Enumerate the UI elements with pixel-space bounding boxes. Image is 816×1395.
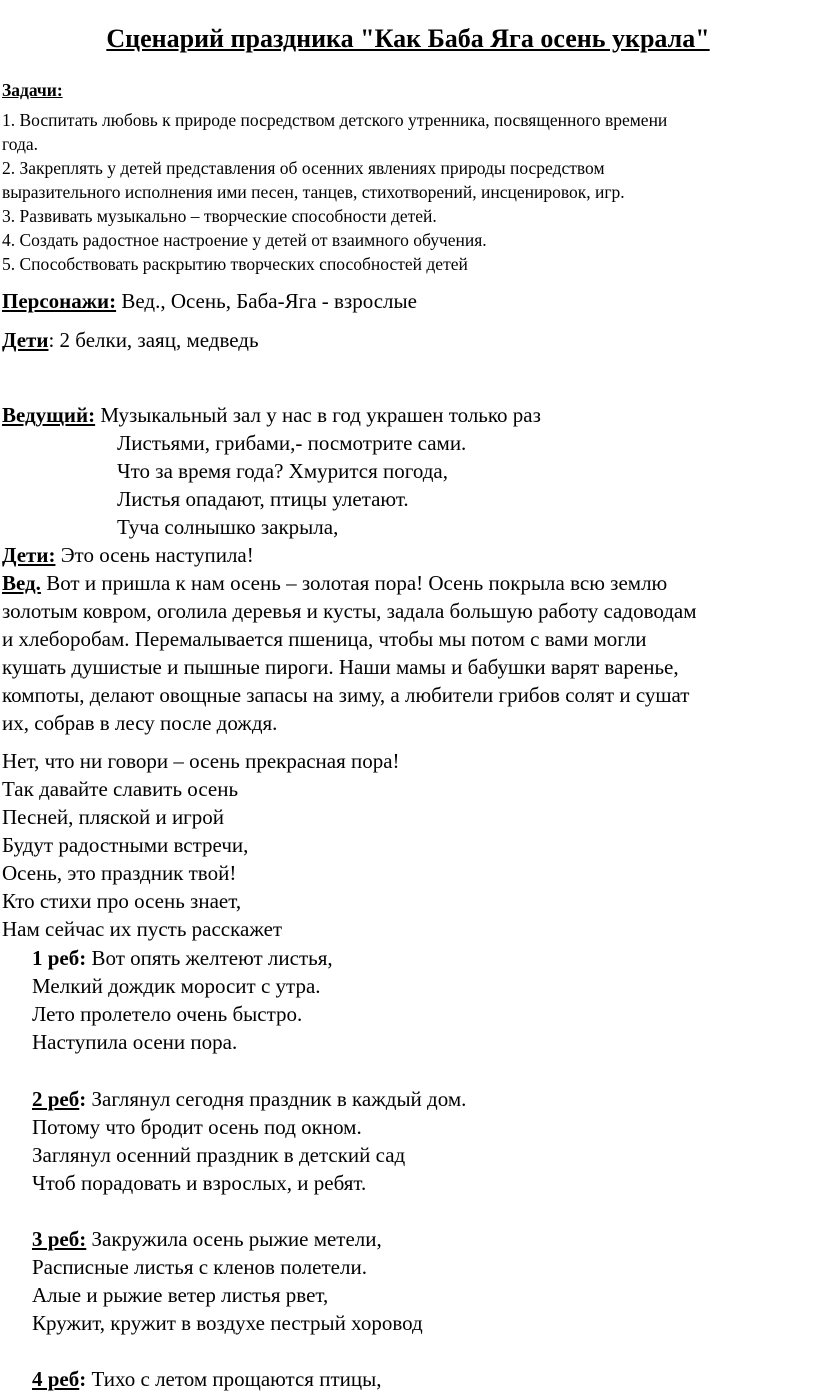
kids-reply-label: Дети: xyxy=(2,543,56,567)
ved-text: Вот и пришла к нам осень – золотая пора! Осень покрыла всю землю xyxy=(40,571,668,595)
reb3-line: Кружит, кружит в воздухе пестрый хоровод xyxy=(32,1311,423,1335)
reb2-colon: : xyxy=(79,1087,87,1111)
reb3-line: Расписные листья с кленов полетели. xyxy=(32,1255,367,1279)
poem-line: Будут радостными встречи, xyxy=(2,833,249,857)
task-line: 4. Создать радостное настроение у детей от взаимного обучения. xyxy=(2,230,487,250)
ved-line: золотым ковром, оголила деревья и кусты, задала большую работу садоводам xyxy=(2,599,697,623)
poem-line: Осень, это праздник твой! xyxy=(2,861,237,885)
reb4-first-line xyxy=(32,1367,381,1392)
poem-line: Нет, что ни говори – осень прекрасная пора! xyxy=(2,749,400,773)
characters-line xyxy=(2,289,417,314)
characters-text: Вед., Осень, Баба-Яга - взрослые xyxy=(116,289,417,313)
ved-line: и хлеборобам. Перемалывается пшеница, чтобы мы потом с вами могли xyxy=(2,627,647,651)
task-line: 5. Способствовать раскрытию творческих способностей детей xyxy=(2,254,468,274)
kids-reply-text: Это осень наступила! xyxy=(55,543,254,567)
reb3-first-text: Закружила осень рыжие метели, xyxy=(86,1227,382,1251)
poem-line: Песней, пляской и игрой xyxy=(2,805,225,829)
ved-line: их, собрав в лесу после дождя. xyxy=(2,711,278,735)
task-line: выразительного исполнения ими песен, танцев, стихотворений, инсценировок, игр. xyxy=(2,182,625,202)
host-line: Туча солнышко закрыла, xyxy=(117,515,339,539)
reb2-first-line xyxy=(32,1087,466,1112)
reb2-first-text: Заглянул сегодня праздник в каждый дом. xyxy=(86,1087,467,1111)
reb3-first-line xyxy=(32,1227,382,1252)
document-title: Сценарий праздника "Как Баба Яга осень украла" xyxy=(106,24,710,53)
host-line: Что за время года? Хмурится погода, xyxy=(117,459,448,483)
reb4-colon: : xyxy=(79,1367,87,1391)
tasks-heading: Задачи: xyxy=(2,80,63,100)
ved-first-line xyxy=(2,571,667,596)
reb1-line: Лето пролетело очень быстро. xyxy=(32,1002,303,1026)
characters-label: Персонажи: xyxy=(2,289,117,313)
poem-line: Нам сейчас их пусть расскажет xyxy=(2,917,283,941)
task-line: 2. Закреплять у детей представления об осенних явлениях природы посредством xyxy=(2,158,605,178)
task-line: года. xyxy=(2,134,39,154)
reb1-label: 1 реб: xyxy=(32,946,87,970)
children-label: Дети xyxy=(2,328,49,352)
reb3-label: 3 реб: xyxy=(32,1227,87,1251)
reb4-first-text: Тихо с летом прощаются птицы, xyxy=(86,1367,382,1391)
ved-label: Вед. xyxy=(2,571,41,595)
reb1-first-line xyxy=(32,946,333,971)
ved-line: компоты, делают овощные запасы на зиму, а любители грибов солят и сушат xyxy=(2,683,690,707)
reb3-line: Алые и рыжие ветер листья рвет, xyxy=(32,1283,329,1307)
reb2-label: 2 реб xyxy=(32,1087,80,1111)
reb4-label: 4 реб xyxy=(32,1367,80,1391)
reb2-line: Чтоб порадовать и взрослых, и ребят. xyxy=(32,1171,367,1195)
kids-reply-line xyxy=(2,543,254,568)
host-line: Листья опадают, птицы улетают. xyxy=(117,487,409,511)
host-line: Листьями, грибами,- посмотрите сами. xyxy=(117,431,467,455)
ved-line: кушать душистые и пышные пироги. Наши мамы и бабушки варят варенье, xyxy=(2,655,679,679)
host-first-line xyxy=(2,403,541,428)
reb1-first-text: Вот опять желтеют листья, xyxy=(86,946,333,970)
reb1-line: Наступила осени пора. xyxy=(32,1030,238,1054)
host-first-text: Музыкальный зал у нас в год украшен только раз xyxy=(95,403,541,427)
reb2-line: Потому что бродит осень под окном. xyxy=(32,1115,362,1139)
task-line: 3. Развивать музыкально – творческие способности детей. xyxy=(2,206,437,226)
children-text: : 2 белки, заяц, медведь xyxy=(48,328,259,352)
task-line: 1. Воспитать любовь к природе посредством детского утренника, посвященного времени xyxy=(2,110,668,130)
poem-line: Так давайте славить осень xyxy=(2,777,239,801)
children-line xyxy=(2,328,259,353)
reb1-line: Мелкий дождик моросит с утра. xyxy=(32,974,321,998)
poem-line: Кто стихи про осень знает, xyxy=(2,889,242,913)
reb2-line: Заглянул осенний праздник в детский сад xyxy=(32,1143,406,1167)
host-label: Ведущий: xyxy=(2,403,96,427)
